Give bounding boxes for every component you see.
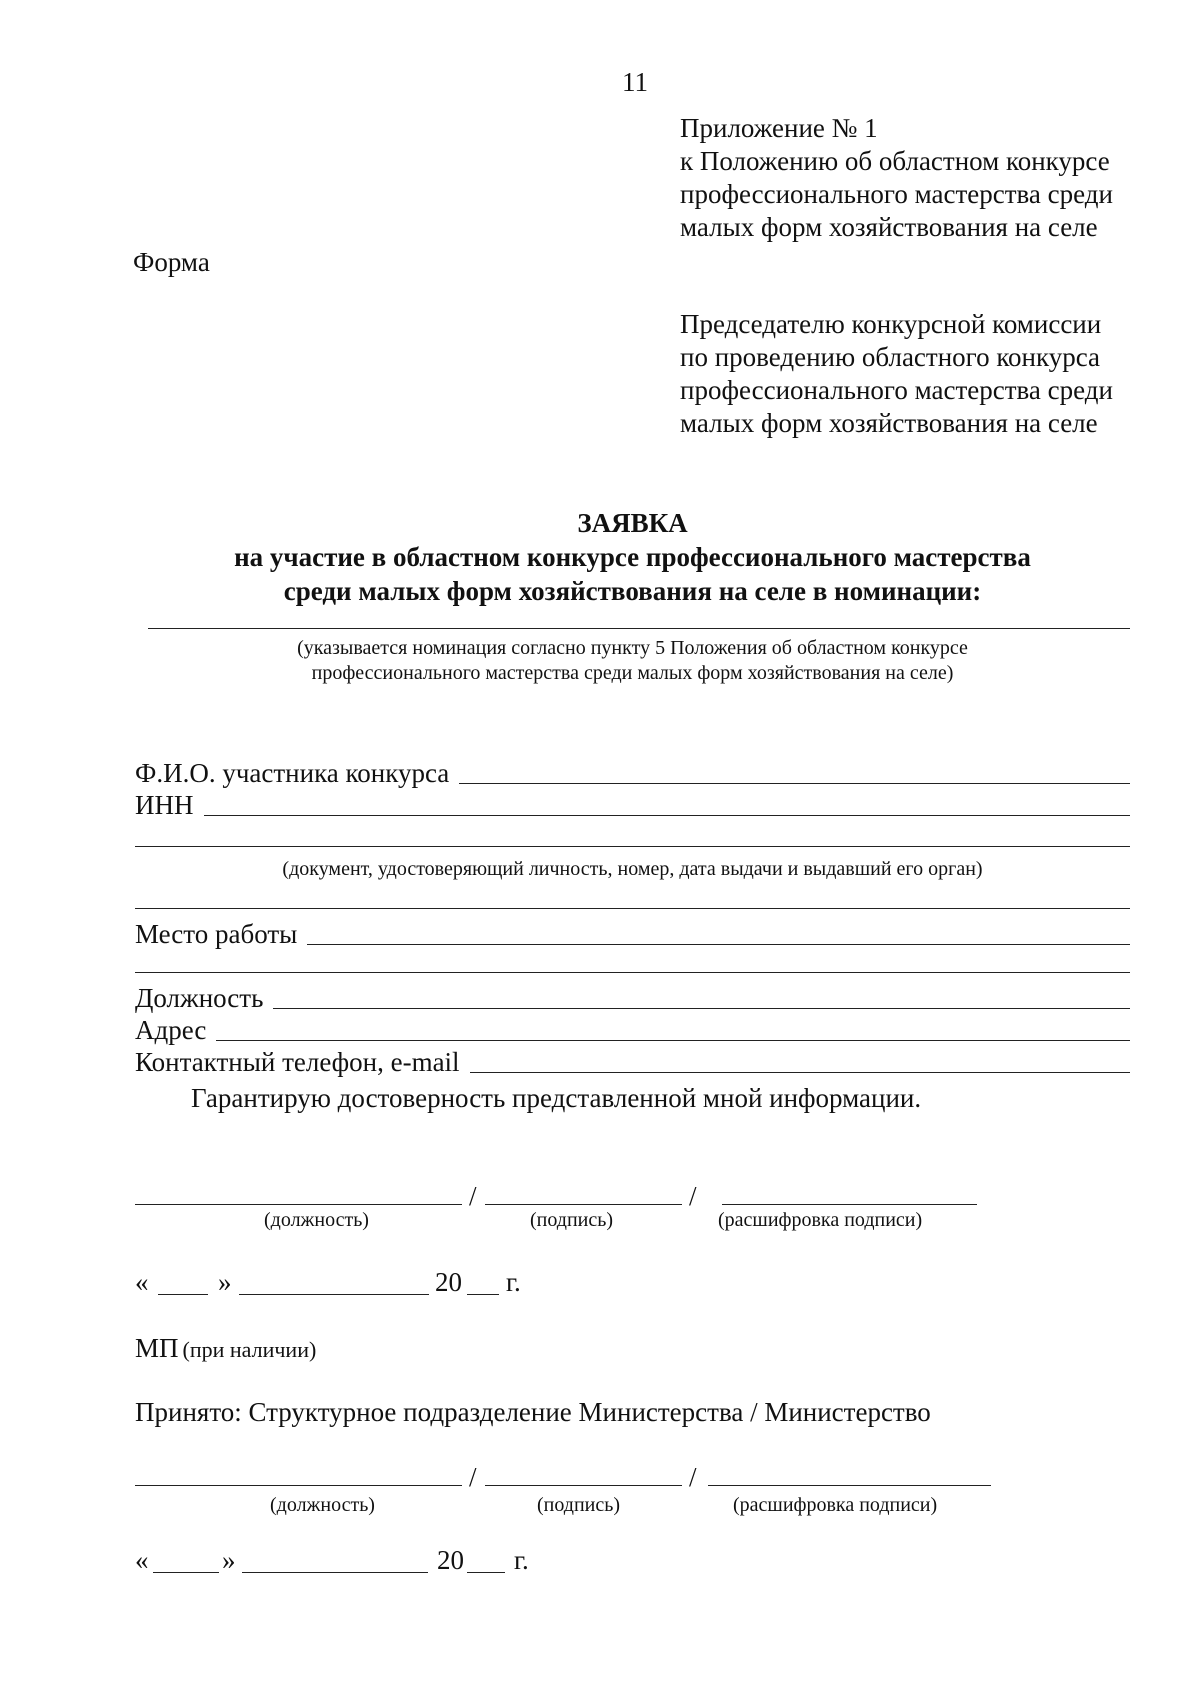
address-label: Адрес — [135, 1015, 207, 1045]
address-field[interactable] — [216, 1016, 1130, 1041]
signature-sign-line[interactable] — [485, 1485, 682, 1486]
appendix-line: малых форм хозяйствования на селе — [680, 212, 1098, 242]
date-day-field[interactable] — [153, 1572, 219, 1573]
accepted-text: Принято: Структурное подразделение Министерства / Министерство — [135, 1397, 931, 1427]
date-day-field[interactable] — [158, 1294, 208, 1295]
contact-row — [135, 1046, 1130, 1079]
inn-label: ИНН — [135, 790, 194, 820]
stamp-label: МП — [135, 1333, 179, 1363]
contact-label: Контактный телефон, e-mail — [135, 1047, 460, 1077]
signature-position-line[interactable] — [135, 1485, 462, 1486]
appendix-line: Приложение № 1 — [680, 113, 878, 143]
date-year-field[interactable] — [467, 1294, 499, 1295]
signature-sign-line[interactable] — [485, 1204, 682, 1205]
slash: / — [689, 1462, 697, 1492]
signature-position-line[interactable] — [135, 1204, 462, 1205]
date-month-field[interactable] — [239, 1294, 429, 1295]
nomination-hint — [135, 636, 1130, 686]
position-caption: (должность) — [270, 1494, 375, 1516]
slash: / — [469, 1462, 477, 1492]
date-year-prefix: 20 — [435, 1267, 462, 1297]
form-label: Форма — [133, 247, 210, 277]
position-row — [135, 982, 1130, 1015]
date-year-field[interactable] — [467, 1572, 505, 1573]
title-block — [135, 506, 1130, 608]
stamp-note: (при наличии) — [182, 1337, 317, 1362]
date-close-quote: » — [218, 1267, 232, 1297]
decoding-caption: (расшифровка подписи) — [733, 1494, 938, 1516]
contact-field[interactable] — [470, 1048, 1130, 1073]
address-row — [135, 1014, 1130, 1047]
fio-field[interactable] — [459, 759, 1130, 784]
date-open-quote: « — [135, 1267, 149, 1297]
inn-field[interactable] — [204, 791, 1131, 816]
fio-label: Ф.И.О. участника конкурса — [135, 758, 450, 788]
workplace-extra-line[interactable] — [135, 908, 1130, 909]
document-hint: (документ, удостоверяющий личность, номер, дата выдачи и выдавший его орган) — [282, 858, 983, 880]
nomination-hint-line: (указывается номинация согласно пункту 5 Положения об областном конкурсе — [297, 637, 968, 659]
addressee-line: малых форм хозяйствования на селе — [680, 408, 1098, 438]
position-caption: (должность) — [264, 1209, 369, 1231]
date-close-quote: » — [222, 1545, 236, 1575]
addressee-block — [680, 308, 1113, 440]
fio-row — [135, 757, 1130, 790]
slash: / — [469, 1181, 477, 1211]
inn-row — [135, 789, 1130, 822]
position-label: Должность — [135, 983, 264, 1013]
date-open-quote: « — [135, 1545, 149, 1575]
signature-caption: (подпись) — [537, 1494, 621, 1516]
addressee-line: профессионального мастерства среди — [680, 375, 1113, 405]
addressee-line: по проведению областного конкурса — [680, 342, 1101, 372]
workplace-row — [135, 918, 1130, 951]
signature-decoding-line[interactable] — [722, 1204, 977, 1205]
appendix-line: профессионального мастерства среди — [680, 179, 1113, 209]
page-number: 11 — [622, 67, 648, 97]
position-field[interactable] — [273, 984, 1130, 1009]
slash: / — [689, 1181, 697, 1211]
signature-decoding-line[interactable] — [708, 1485, 991, 1486]
title-line: среди малых форм хозяйствования на селе в номинации: — [283, 576, 982, 606]
decoding-caption: (расшифровка подписи) — [718, 1209, 923, 1231]
title-heading: ЗАЯВКА — [577, 508, 688, 538]
addressee-line: Председателю конкурсной комиссии — [680, 309, 1102, 339]
appendix-block — [680, 112, 1113, 244]
appendix-line: к Положению об областном конкурсе — [680, 146, 1110, 176]
workplace-label: Место работы — [135, 919, 298, 949]
title-line: на участие в областном конкурсе профессионального мастерства — [234, 542, 1031, 572]
signature-caption: (подпись) — [530, 1209, 614, 1231]
date-year-suffix: г. — [506, 1267, 521, 1297]
document-field-line[interactable] — [135, 846, 1130, 847]
date-year-prefix: 20 — [437, 1545, 464, 1575]
guarantee-text: Гарантирую достоверность представленной мной информации. — [191, 1083, 922, 1113]
workplace-field[interactable] — [307, 920, 1130, 945]
stamp-block — [135, 1333, 316, 1364]
date-month-field[interactable] — [242, 1572, 428, 1573]
nomination-hint-line: профессионального мастерства среди малых форм хозяйствования на селе) — [311, 662, 954, 684]
workplace-extra-line[interactable] — [135, 972, 1130, 973]
date-year-suffix: г. — [514, 1545, 529, 1575]
nomination-field-line[interactable] — [148, 628, 1130, 629]
